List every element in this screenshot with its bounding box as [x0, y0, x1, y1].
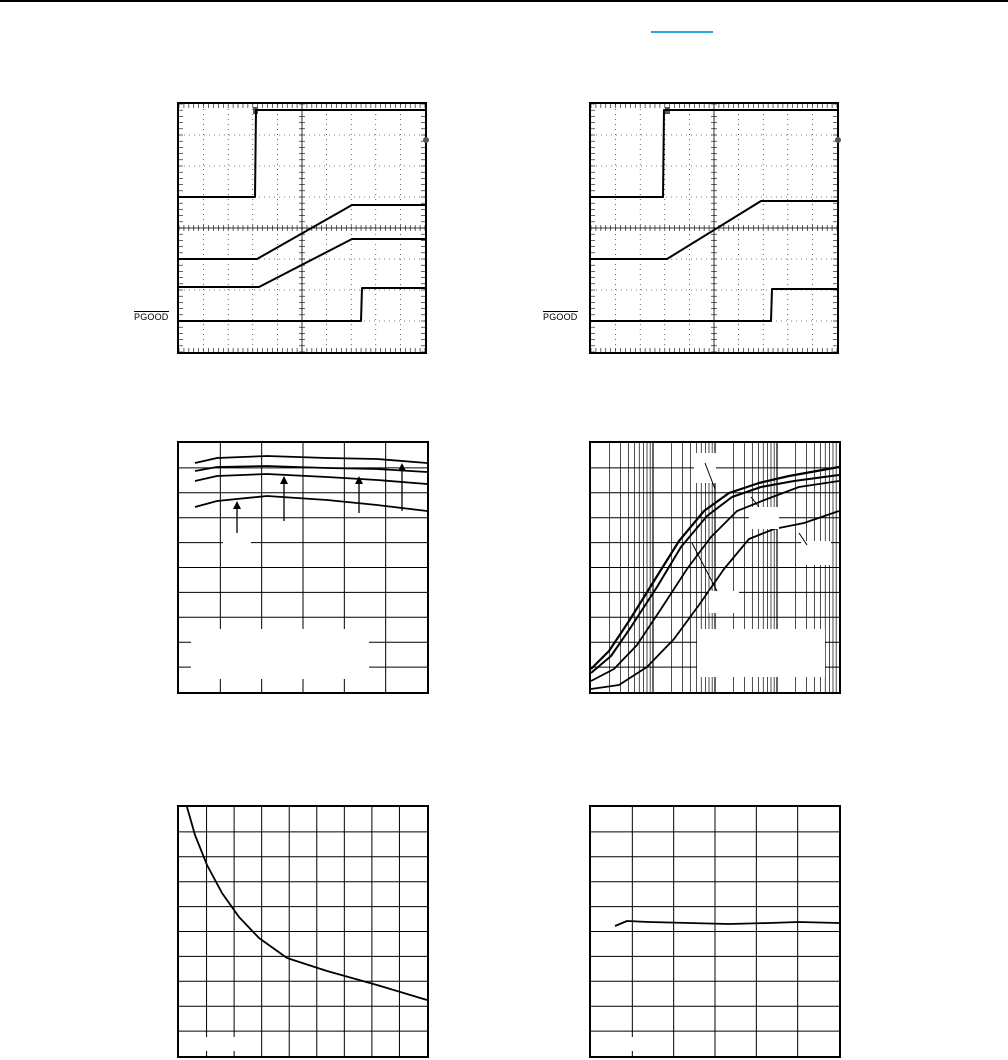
legend-box	[191, 629, 369, 679]
trigger-level-marker	[835, 137, 841, 143]
pgood-label-right: PGOOD	[543, 312, 578, 322]
legend-box	[697, 629, 825, 677]
label-patch-1	[223, 533, 251, 547]
label-patch	[195, 1037, 245, 1051]
chart-bottom-right	[589, 805, 841, 1058]
label-patch-4	[709, 591, 739, 613]
trigger-level-marker	[423, 137, 429, 143]
scope-capture-right	[589, 102, 839, 354]
label-patch	[607, 1037, 657, 1051]
page-top-rule	[0, 0, 1008, 2]
label-patch-1	[694, 453, 716, 483]
hyperlink-underline[interactable]	[651, 31, 713, 33]
chart-middle-right	[589, 441, 841, 694]
chart-middle-left	[177, 441, 429, 694]
scope-capture-left	[177, 102, 427, 354]
label-patch-3	[801, 541, 831, 565]
pgood-label-left: PGOOD	[134, 312, 169, 322]
chart-bottom-left	[177, 805, 429, 1058]
label-patch-2	[749, 507, 779, 529]
